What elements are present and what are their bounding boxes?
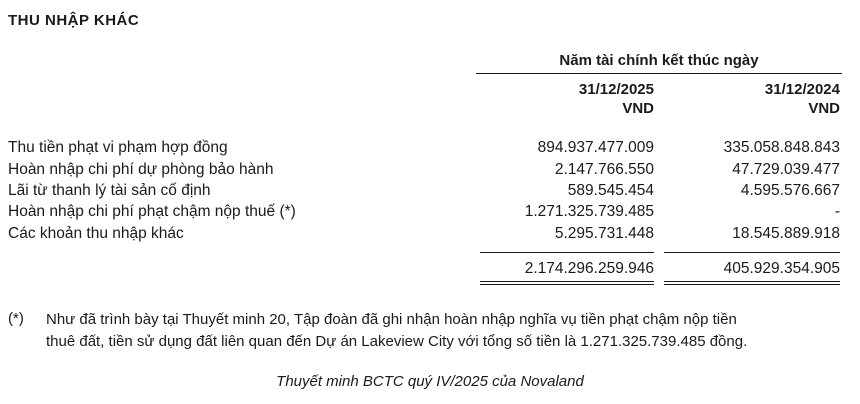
header-divider bbox=[476, 73, 842, 74]
row-label: Thu tiền phạt vi phạm hợp đồng bbox=[8, 139, 228, 156]
total-double-rule-2024 bbox=[664, 281, 840, 282]
row-value-2025: 894.937.477.009 bbox=[537, 139, 654, 156]
image-caption: Thuyết minh BCTC quý IV/2025 của Novaland bbox=[276, 373, 584, 390]
table-row bbox=[0, 182, 860, 204]
total-double-rule-2025 bbox=[480, 284, 654, 285]
period-header: Năm tài chính kết thúc ngày bbox=[559, 52, 759, 69]
table-row bbox=[0, 161, 860, 183]
row-value-2025: 5.295.731.448 bbox=[554, 225, 654, 242]
footnote-line: Như đã trình bày tại Thuyết minh 20, Tập đoàn đã ghi nhận hoàn nhập nghĩa vụ tiền phạt chậm nộp tiền bbox=[46, 311, 737, 328]
row-value-2024: 4.595.576.667 bbox=[740, 182, 840, 199]
column-header-2025 bbox=[480, 80, 654, 118]
table-row bbox=[0, 139, 860, 161]
total-double-rule-2025 bbox=[480, 281, 654, 282]
section-title: THU NHẬP KHÁC bbox=[8, 12, 140, 29]
row-label: Hoàn nhập chi phí dự phòng bảo hành bbox=[8, 161, 274, 178]
row-label: Lãi từ thanh lý tài sản cố định bbox=[8, 182, 211, 199]
subtotal-rule-2025 bbox=[480, 252, 654, 253]
column-currency-2024: VND bbox=[808, 100, 840, 117]
row-value-2025: 2.147.766.550 bbox=[554, 161, 654, 178]
table-row bbox=[0, 225, 860, 247]
row-value-2024: - bbox=[834, 203, 840, 220]
column-header-2024 bbox=[664, 80, 840, 118]
table-row bbox=[0, 203, 860, 225]
footnote-text bbox=[46, 309, 846, 353]
total-value-2024: 405.929.354.905 bbox=[723, 260, 840, 277]
row-value-2024: 18.545.889.918 bbox=[732, 225, 840, 242]
total-value-2025: 2.174.296.259.946 bbox=[524, 260, 654, 277]
row-label: Các khoản thu nhập khác bbox=[8, 225, 184, 242]
row-value-2024: 335.058.848.843 bbox=[723, 139, 840, 156]
row-label: Hoàn nhập chi phí phạt chậm nộp thuế (*) bbox=[8, 203, 296, 220]
column-currency-2025: VND bbox=[622, 100, 654, 117]
footnote-line: thuê đất, tiền sử dụng đất liên quan đến Dự án Lakeview City với tổng số tiền là 1.271.325.739.485 đồng. bbox=[46, 333, 748, 350]
row-value-2025: 589.545.454 bbox=[567, 182, 654, 199]
row-value-2025: 1.271.325.739.485 bbox=[524, 203, 654, 220]
column-date-2025: 31/12/2025 bbox=[578, 81, 654, 98]
total-double-rule-2024 bbox=[664, 284, 840, 285]
footnote-marker: (*) bbox=[8, 310, 24, 327]
row-value-2024: 47.729.039.477 bbox=[732, 161, 840, 178]
column-date-2024: 31/12/2024 bbox=[764, 81, 840, 98]
subtotal-rule-2024 bbox=[664, 252, 840, 253]
